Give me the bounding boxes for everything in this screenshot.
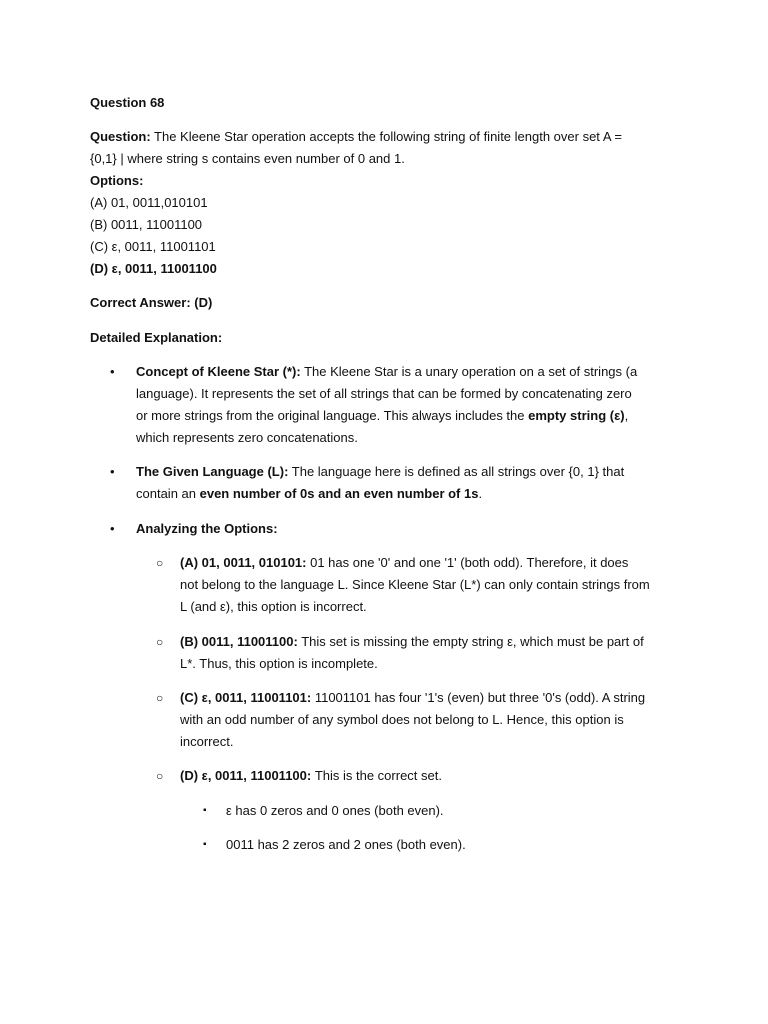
language-line-2c: .: [478, 486, 483, 501]
option-b: (B) 0011, 11001100: [90, 217, 203, 232]
correct-answer: Correct Answer: (D): [90, 295, 213, 310]
bullet-marker: •: [110, 364, 115, 379]
option-a-line-3: L (and ε), this option is incorrect.: [180, 599, 367, 614]
concept-line-1: The Kleene Star is a unary operation on a set of strings (a: [300, 364, 638, 379]
bullet-marker: •: [110, 521, 115, 536]
bullet-marker: •: [110, 464, 115, 479]
sub-bullet-marker: ○: [156, 635, 164, 649]
analyzing-label: Analyzing the Options:: [136, 521, 278, 536]
analysis-option-c-text: [180, 687, 680, 753]
sub-bullet-marker: ○: [156, 691, 164, 705]
option-a: (A) 01, 0011,010101: [90, 195, 208, 210]
square-bullet-marker: ▪: [203, 839, 207, 850]
concept-line-3c: ,: [624, 408, 629, 423]
concept-line-3b: empty string (ε): [528, 408, 625, 423]
option-a-line-1: 01 has one '0' and one '1' (both odd). Therefore, it does: [306, 555, 629, 570]
question-heading: Question 68: [90, 95, 165, 110]
option-b-line-2: L*. Thus, this option is incomplete.: [180, 656, 378, 671]
explanation-heading: Detailed Explanation:: [90, 330, 223, 345]
language-line-2b: even number of 0s and an even number of 1s: [199, 486, 479, 501]
options-label: Options:: [90, 173, 144, 188]
option-d-line-1: This is the correct set.: [311, 768, 442, 783]
concept-line-3a: or more strings from the original language. This always includes the: [136, 408, 529, 423]
sub-bullet-marker: ○: [156, 556, 164, 570]
bullet-language-text: [136, 461, 676, 505]
option-a-label: (A) 01, 0011, 010101:: [180, 555, 307, 570]
language-line-2a: contain an: [136, 486, 200, 501]
option-c-line-2: with an odd number of any symbol does not belong to L. Hence, this option is: [180, 712, 624, 727]
option-d-detail-2-text: 0011 has 2 zeros and 2 ones (both even).: [226, 837, 466, 852]
option-b-label: (B) 0011, 11001100:: [180, 634, 298, 649]
concept-label: Concept of Kleene Star (*):: [136, 364, 301, 379]
sub-bullet-marker: ○: [156, 769, 164, 783]
question-text-line-2: {0,1} | where string s contains even number of 0 and 1.: [90, 151, 405, 166]
concept-line-4: which represents zero concatenations.: [136, 430, 358, 445]
option-d-detail-1-text: ε has 0 zeros and 0 ones (both even).: [226, 803, 444, 818]
language-label: The Given Language (L):: [136, 464, 289, 479]
language-line-1: The language here is defined as all strings over {0, 1} that: [288, 464, 625, 479]
question-label: Question:: [90, 129, 151, 144]
option-c-label: (C) ε, 0011, 11001101:: [180, 690, 312, 705]
option-d: (D) ε, 0011, 11001100: [90, 261, 217, 276]
option-d-label: (D) ε, 0011, 11001100:: [180, 768, 312, 783]
analysis-option-d-text: [180, 765, 680, 787]
question-text-line-1: [90, 128, 622, 146]
concept-line-2: language). It represents the set of all strings that can be formed by concatenating zero: [136, 386, 632, 401]
analysis-option-b-text: [180, 631, 680, 675]
square-bullet-marker: ▪: [203, 805, 207, 816]
question-text-1: The Kleene Star operation accepts the following string of finite length over set A =: [150, 129, 622, 144]
option-c-line-3: incorrect.: [180, 734, 234, 749]
option-c-line-1: 11001101 has four '1's (even) but three '0's (odd). A string: [311, 690, 646, 705]
option-c: (C) ε, 0011, 11001101: [90, 239, 216, 254]
bullet-concept-text: [136, 361, 676, 449]
option-a-line-2: not belong to the language L. Since Kleene Star (L*) can only contain strings from: [180, 577, 650, 592]
option-b-line-1: This set is missing the empty string ε, which must be part of: [297, 634, 644, 649]
analysis-option-a-text: [180, 552, 680, 618]
bullet-analyzing-text: [136, 518, 676, 540]
